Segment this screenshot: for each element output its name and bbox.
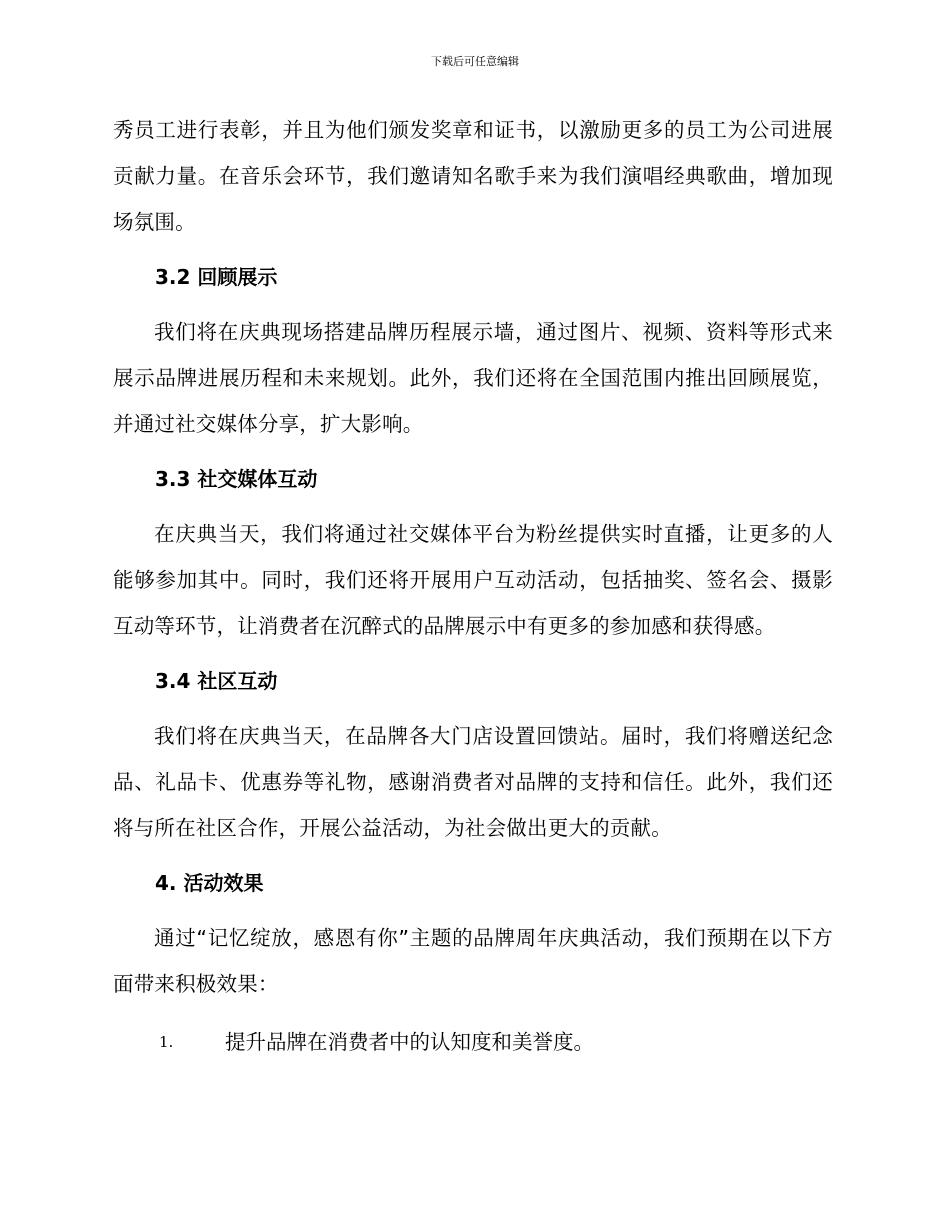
section-paragraph: 我们将在庆典现场搭建品牌历程展示墙，通过图片、视频、资料等形式来展示品牌进展历程和未来规划。此外，我们还将在全国范围内推出回顾展览，并通过社交媒体分享，扩大影响。 — [113, 320, 833, 436]
section-heading: 3.3 社交媒体互动 — [155, 467, 318, 491]
list-item-number: 1. — [159, 1033, 174, 1051]
section-paragraph: 通过“记忆绽放，感恩有你”主题的品牌周年庆典活动，我们预期在以下方面带来积极效果： — [113, 926, 833, 996]
section-heading: 4. 活动效果 — [155, 871, 264, 895]
intro-paragraph: 秀员工进行表彰，并且为他们颁发奖章和证书，以激励更多的员工为公司进展贡献力量。在音乐会环节，我们邀请知名歌手来为我们演唱经典歌曲，增加现场氛围。 — [113, 118, 833, 234]
list-item — [113, 1019, 833, 1065]
page-header: 下载后可任意编辑 — [431, 55, 519, 68]
list-item-text: 提升品牌在消费者中的认知度和美誉度。 — [225, 1030, 594, 1054]
section-3-2 — [113, 257, 833, 447]
section-heading: 3.4 社区互动 — [155, 669, 278, 693]
section-paragraph: 在庆典当天，我们将通过社交媒体平台为粉丝提供实时直播，让更多的人能够参加其中。同时，我们还将开展用户互动活动，包括抽奖、签名会、摄影互动等环节，让消费者在沉醉式的品牌展示中有更多的参加感和获得感。 — [113, 522, 833, 638]
section-paragraph: 我们将在庆典当天，在品牌各大门店设置回馈站。届时，我们将赠送纪念品、礼品卡、优惠券等礼物，感谢消费者对品牌的支持和信任。此外，我们还将与所在社区合作，开展公益活动，为社会做出更大的贡献。 — [113, 724, 833, 840]
section-3-3 — [113, 459, 833, 649]
document-body — [113, 107, 833, 1065]
section-4 — [113, 863, 833, 1007]
section-heading: 3.2 回顾展示 — [155, 265, 278, 289]
section-3-4 — [113, 661, 833, 851]
